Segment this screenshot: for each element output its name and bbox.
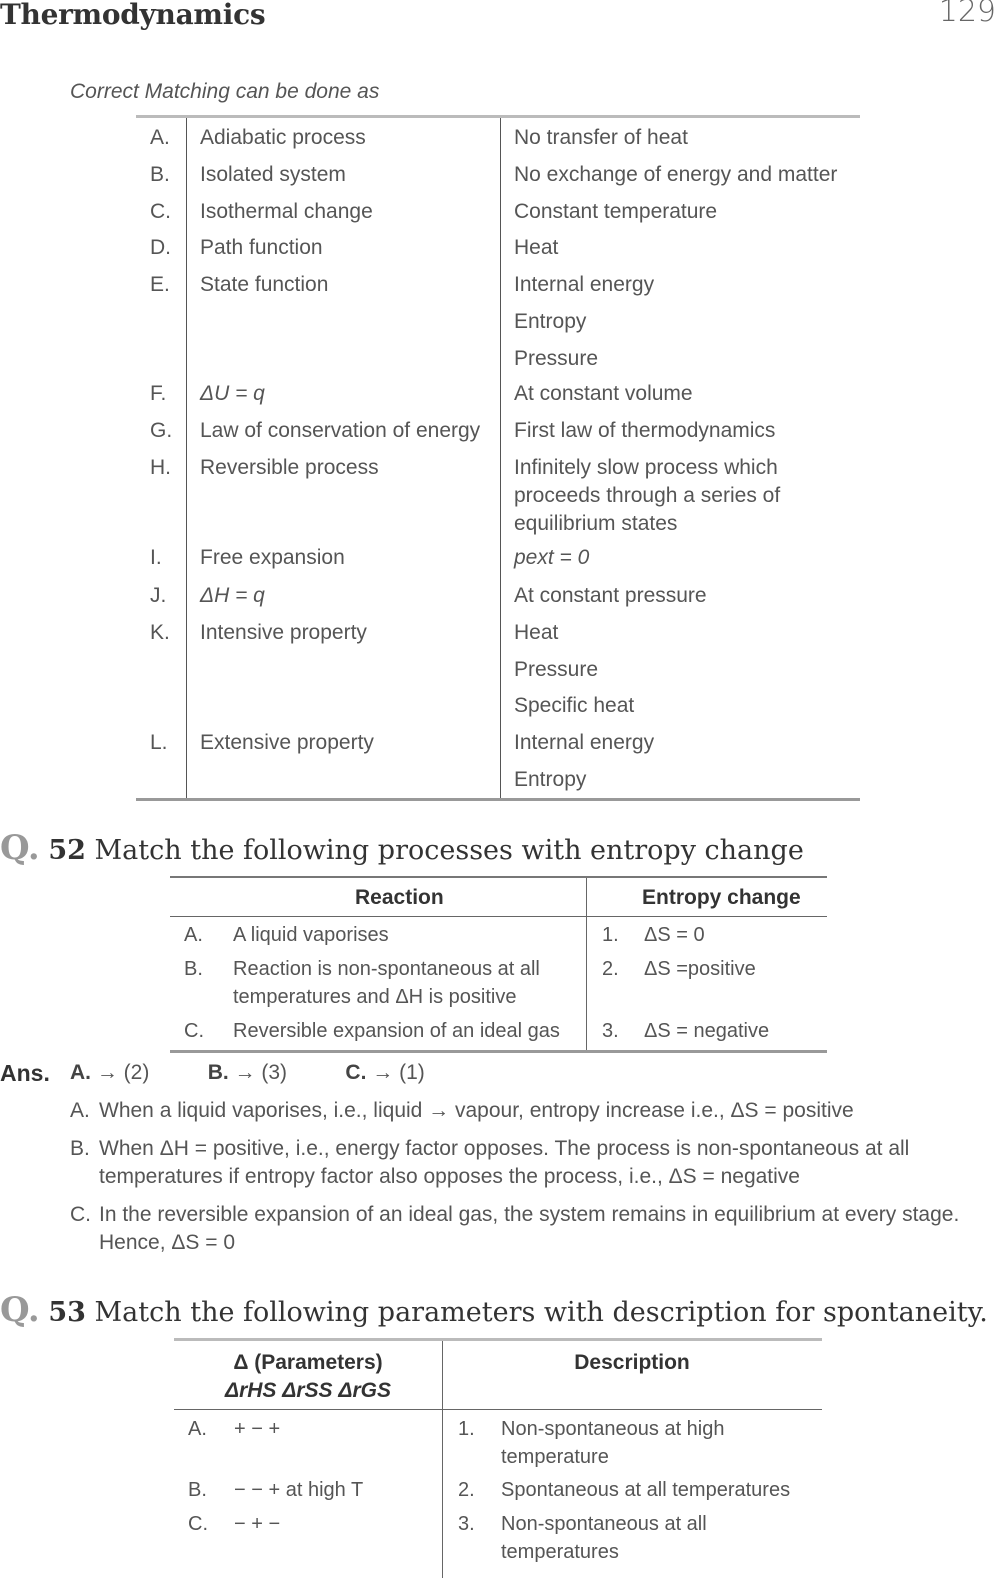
row-parameters: + − +: [234, 1418, 281, 1440]
explanation-b: [70, 1135, 998, 1191]
row-term: Isolated system: [200, 163, 346, 186]
row-term: Isothermal change: [200, 200, 373, 223]
column-divider: [586, 878, 587, 1050]
row-reaction: Reaction is non-spontaneous at all temperatures and ΔH is positive: [233, 958, 540, 1008]
row-term: Intensive property: [200, 621, 367, 644]
chapter-title: Thermodynamics: [0, 0, 266, 31]
question-52-heading: [0, 828, 804, 868]
row-number: 2.: [458, 1479, 475, 1501]
row-description: Non-spontaneous at all temperatures: [501, 1513, 707, 1563]
column-header-description: Description: [574, 1351, 690, 1374]
explanation-text: When ΔH = positive, i.e., energy factor opposes. The process is non-spontaneous at all temperatures if entropy factor also opposes the process, i.e., ΔS = negative: [99, 1137, 910, 1188]
row-term: ΔH = q: [200, 584, 265, 607]
entropy-table: [170, 876, 827, 1053]
question-marker: Q.: [0, 828, 40, 868]
row-description: Spontaneous at all temperatures: [501, 1479, 791, 1501]
row-match: Constant temperature: [514, 200, 718, 223]
row-reaction: Reversible expansion of an ideal gas: [233, 1020, 560, 1042]
row-match: First law of thermodynamics: [514, 419, 776, 442]
column-header-parameters: Δ (Parameters): [233, 1351, 383, 1374]
row-reaction: A liquid vaporises: [233, 924, 389, 946]
row-match: Entropy: [514, 768, 587, 791]
explanation-c: [70, 1201, 998, 1257]
row-letter: E.: [150, 273, 170, 296]
row-number: 3.: [458, 1513, 475, 1535]
row-match: Infinitely slow process which proceeds through a series of equilibrium states: [514, 456, 781, 535]
row-match: Specific heat: [514, 694, 635, 717]
answer-label: Ans.: [0, 1060, 50, 1086]
row-match: At constant volume: [514, 382, 693, 405]
row-match: pext = 0: [514, 546, 590, 569]
question-text: Match the following parameters with description for spontaneity.: [94, 1297, 988, 1328]
row-letter: F.: [150, 382, 167, 405]
row-letter: B.: [188, 1479, 207, 1501]
row-match: No transfer of heat: [514, 126, 688, 149]
row-term: ΔU = q: [200, 382, 265, 405]
row-parameters: − + −: [234, 1513, 281, 1535]
row-term: Law of conservation of energy: [200, 419, 481, 442]
explanation-key: A.: [70, 1099, 90, 1122]
row-letter: C.: [184, 1020, 204, 1042]
spontaneity-table: [174, 1338, 822, 1578]
question-number: 52: [48, 835, 86, 866]
question-number: 53: [48, 1297, 86, 1328]
row-letter: L.: [150, 731, 168, 754]
explanation-text: When a liquid vaporises, i.e., liquid → vapour, entropy increase i.e., ΔS = positive: [99, 1099, 854, 1122]
row-match: No exchange of energy and matter: [514, 163, 838, 186]
answer-key: C.: [345, 1061, 367, 1084]
row-match: Internal energy: [514, 273, 655, 296]
row-letter: I.: [150, 546, 162, 569]
row-letter: K.: [150, 621, 170, 644]
row-term: Extensive property: [200, 731, 374, 754]
answer-value: → (2): [96, 1061, 150, 1084]
column-header-parameter-symbols: ΔrHS ΔrSS ΔrGS: [224, 1379, 391, 1402]
row-letter: B.: [150, 163, 170, 186]
answer-key: A.: [70, 1061, 91, 1084]
intro-text: Correct Matching can be done as: [70, 80, 380, 103]
row-letter: A.: [150, 126, 170, 149]
row-number: 2.: [602, 958, 619, 980]
row-match: Pressure: [514, 347, 599, 370]
row-letter: C.: [188, 1513, 208, 1535]
row-letter: A.: [188, 1418, 207, 1440]
column-divider: [442, 1341, 443, 1578]
row-entropy: ΔS = negative: [644, 1020, 770, 1042]
row-number: 3.: [602, 1020, 619, 1042]
row-letter: A.: [184, 924, 203, 946]
row-match: Heat: [514, 621, 559, 644]
row-letter: J.: [150, 584, 167, 607]
header-divider: [174, 1409, 822, 1410]
question-53-heading: [0, 1290, 988, 1330]
column-header-entropy: Entropy change: [642, 886, 801, 909]
row-number: 1.: [602, 924, 619, 946]
row-letter: H.: [150, 456, 171, 479]
row-entropy: ΔS = 0: [644, 924, 705, 946]
explanation-text: In the reversible expansion of an ideal gas, the system remains in equilibrium at every stage. Hence, ΔS = 0: [99, 1203, 960, 1254]
row-match: Heat: [514, 236, 559, 259]
row-term: Reversible process: [200, 456, 379, 479]
row-entropy: ΔS =positive: [644, 958, 756, 980]
row-letter: B.: [184, 958, 203, 980]
header-divider: [170, 916, 827, 917]
row-term: Free expansion: [200, 546, 345, 569]
column-header-reaction: Reaction: [355, 886, 444, 909]
row-description: Non-spontaneous at high temperature: [501, 1418, 725, 1468]
column-divider: [500, 118, 501, 798]
explanation-key: B.: [70, 1137, 90, 1160]
row-match: Pressure: [514, 658, 599, 681]
row-number: 1.: [458, 1418, 475, 1440]
answer-value: → (1): [372, 1061, 425, 1084]
row-term: Adiabatic process: [200, 126, 366, 149]
row-term: State function: [200, 273, 329, 296]
answer-value: → (3): [234, 1061, 288, 1084]
row-match: At constant pressure: [514, 584, 707, 607]
answer-key: B.: [207, 1061, 229, 1084]
column-divider: [186, 118, 187, 798]
question-marker: Q.: [0, 1290, 40, 1330]
question-text: Match the following processes with entropy change: [94, 835, 804, 866]
row-letter: D.: [150, 236, 171, 259]
answer-summary: [70, 1061, 425, 1085]
explanation-key: C.: [70, 1203, 91, 1226]
row-match: Entropy: [514, 310, 587, 333]
row-term: Path function: [200, 236, 323, 259]
page-number: 129: [938, 0, 996, 29]
row-letter: G.: [150, 419, 173, 442]
row-parameters: − − + at high T: [234, 1479, 364, 1501]
explanation-a: [70, 1097, 998, 1125]
row-match: Internal energy: [514, 731, 655, 754]
row-letter: C.: [150, 200, 171, 223]
matching-table: [136, 115, 860, 801]
